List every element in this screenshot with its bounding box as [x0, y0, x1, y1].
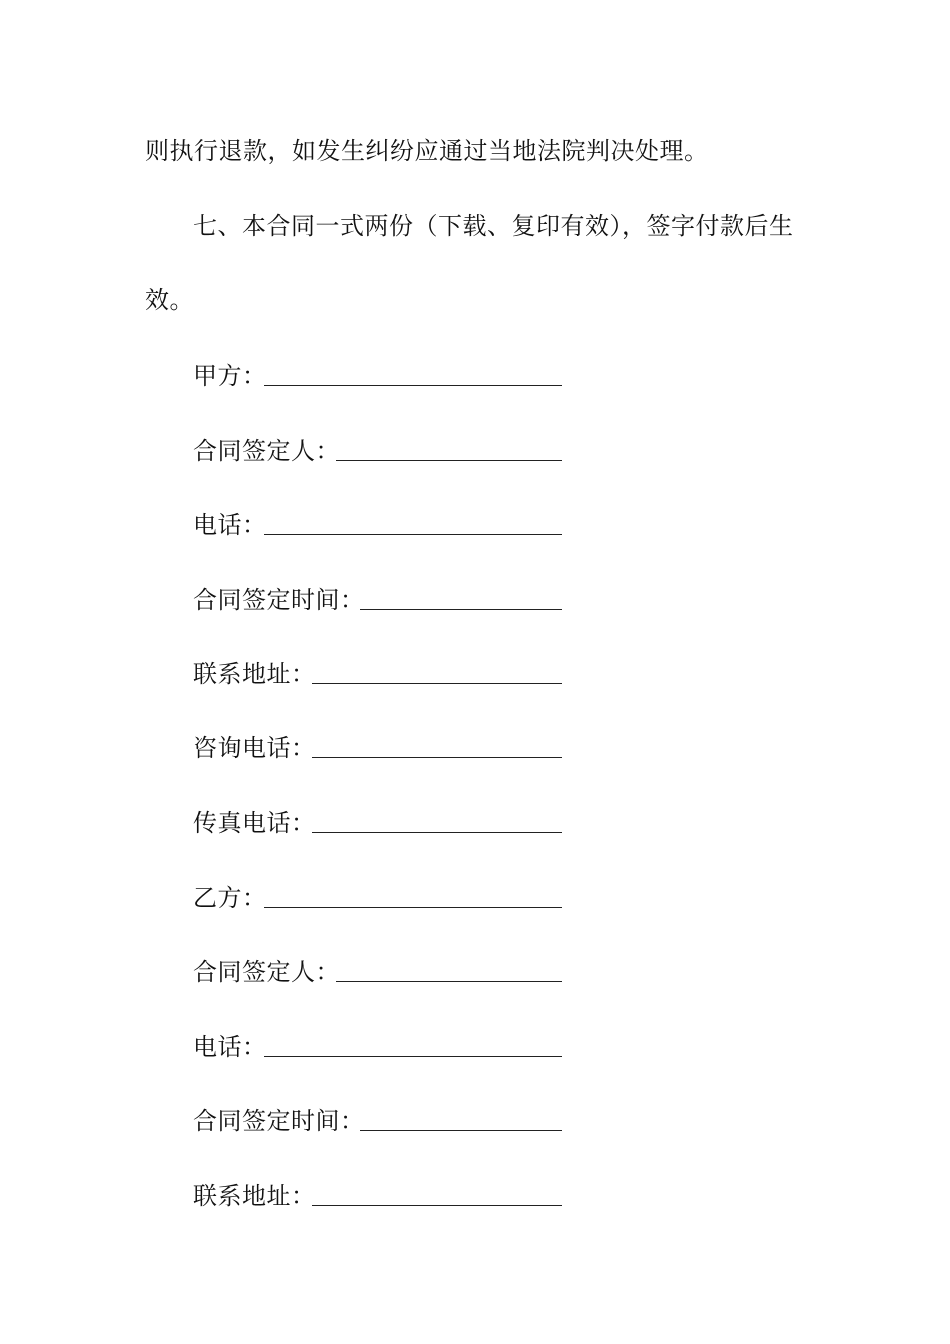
- field-blank-party-a-consult-phone: [312, 757, 562, 758]
- field-label-party-b-phone: 电话：: [193, 1033, 267, 1061]
- field-blank-party-a-address: [312, 683, 562, 684]
- field-label-party-a-signer: 合同签定人：: [193, 437, 340, 465]
- paragraph-refund-clause: 则执行退款，如发生纠纷应通过当地法院判决处理。: [145, 137, 709, 165]
- field-label-party-b-address: 联系地址：: [193, 1182, 316, 1210]
- field-label-party-b: 乙方：: [193, 884, 267, 912]
- field-label-party-b-sign-date: 合同签定时间：: [193, 1107, 365, 1135]
- field-label-party-a-sign-date: 合同签定时间：: [193, 586, 365, 614]
- field-blank-party-b: [264, 907, 562, 908]
- field-label-party-a: 甲方：: [193, 362, 267, 390]
- field-blank-party-a-fax: [312, 832, 562, 833]
- paragraph-clause-seven-continued: 效。: [145, 286, 194, 314]
- field-blank-party-a-sign-date: [360, 609, 562, 610]
- field-label-party-b-signer: 合同签定人：: [193, 958, 340, 986]
- field-blank-party-a-phone: [264, 534, 562, 535]
- field-label-party-a-fax: 传真电话：: [193, 809, 316, 837]
- paragraph-clause-seven: 七、本合同一式两份（下载、复印有效），签字付款后生: [193, 212, 794, 240]
- field-blank-party-b-address: [312, 1205, 562, 1206]
- field-blank-party-b-sign-date: [360, 1130, 562, 1131]
- field-label-party-a-phone: 电话：: [193, 511, 267, 539]
- field-label-party-a-consult-phone: 咨询电话：: [193, 734, 316, 762]
- field-blank-party-b-phone: [264, 1056, 562, 1057]
- field-blank-party-a-signer: [336, 460, 562, 461]
- field-blank-party-b-signer: [336, 981, 562, 982]
- field-label-party-a-address: 联系地址：: [193, 660, 316, 688]
- field-blank-party-a: [264, 385, 562, 386]
